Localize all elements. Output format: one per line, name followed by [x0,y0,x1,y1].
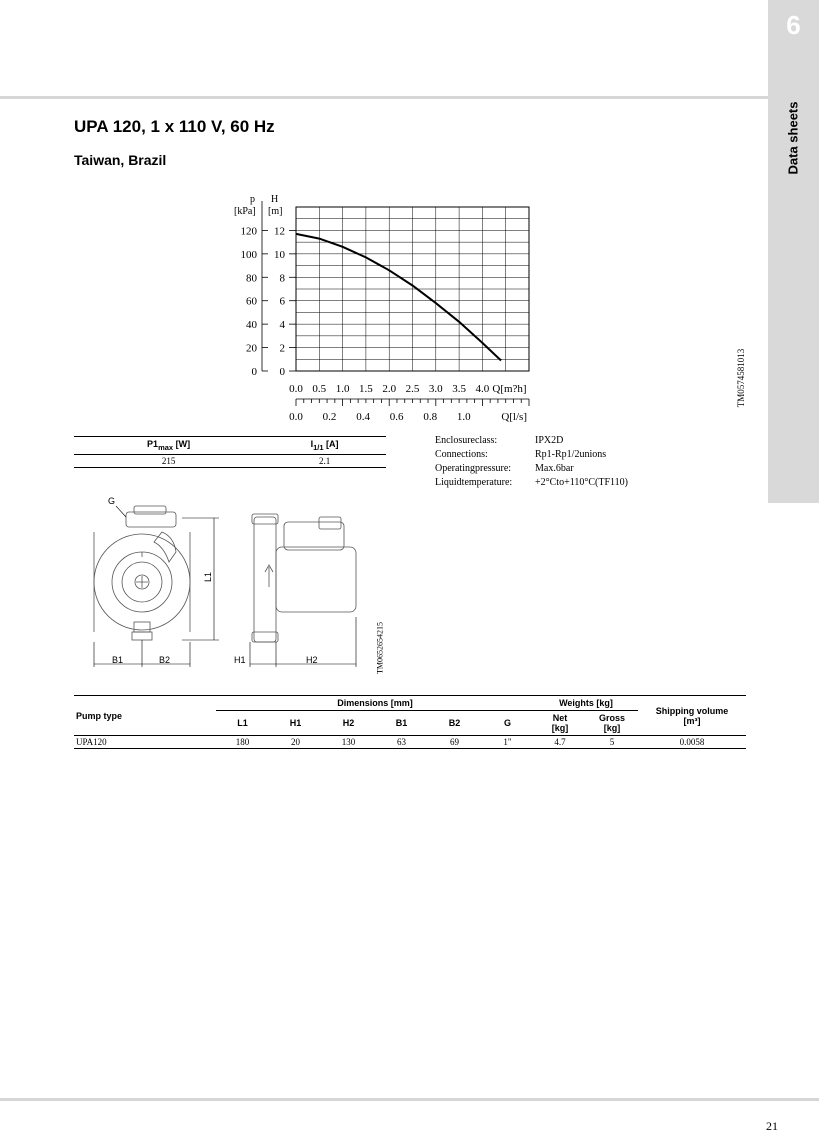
q-m3h-tick-label: 1.5 [359,383,373,395]
q-ls-axis-label: Q[l/s] [501,411,527,423]
footer-rule [0,1098,819,1101]
label-l1: L1 [203,571,213,582]
section-label: Data sheets [785,101,801,175]
p1-value: 215 [74,454,263,467]
h-axis-label: H [271,194,279,205]
q-ls-tick-label: 0.2 [322,411,337,423]
p-tick-label: 100 [240,248,257,261]
shipping-header: Shipping volume [m³] [655,705,729,726]
p-tick-label: 0 [251,366,257,378]
q-m3h-tick-label: 3.5 [452,383,466,395]
col-b1: B1 [395,718,408,728]
chart-code: TM0574581013 [736,348,746,408]
h-tick-label: 0 [279,366,285,378]
p-tick-label: 60 [246,295,257,308]
q-m3h-tick-label: 2.5 [405,383,420,395]
p-axis-label: p [250,194,255,205]
performance-curve [296,234,501,361]
p-tick-label: 20 [246,342,257,355]
p-tick-label: 120 [240,225,257,238]
q-m3h-tick-label: 2.0 [382,383,397,395]
h-tick-label: 4 [279,319,285,332]
label-b1: B1 [112,655,124,665]
current-value: 2.1 [263,454,386,467]
col-h2: H2 [342,718,355,728]
p-tick-label: 80 [246,272,257,285]
page-title: UPA 120, 1 x 110 V, 60 Hz [74,117,275,136]
q-m3h-tick-label: 0.0 [289,383,303,395]
dimensions-table [74,695,746,749]
section-tab [768,0,819,503]
q-m3h-tick-label: 0.5 [312,383,327,395]
col-net: Net [kg] [551,713,569,733]
current-header: $I_{1/1}$ [A] [263,437,386,455]
weights-header: Weights [kg] [534,696,638,711]
pump-type-header: Pump type [76,710,123,721]
h-tick-label: 10 [274,248,285,261]
h-tick-label: 6 [279,295,285,308]
q-m3h-axis-label: Q[m?h] [492,383,527,395]
q-ls-tick-label: 0.0 [289,411,303,423]
q-m3h-tick-label: 1.0 [335,383,350,395]
page-number: 21 [766,1119,778,1133]
table-row: UPA120 180 20 130 63 69 1" 4.7 5 0.0058 [74,736,746,749]
col-b2: B2 [448,718,461,728]
header-rule [0,96,768,99]
page-subtitle: Taiwan, Brazil [74,152,167,168]
h-axis-unit: [m] [268,206,283,217]
h-tick-label: 12 [274,225,285,238]
q-m3h-tick-label: 4.0 [475,383,490,395]
q-m3h-tick-label: 3.0 [428,383,443,395]
q-ls-tick-label: 0.6 [389,411,404,423]
p1-header: $P1_{max}$ [W] [74,437,263,455]
label-h2: H2 [306,655,318,665]
q-ls-tick-label: 0.8 [423,411,438,423]
power-table [74,436,386,468]
q-ls-tick-label: 0.4 [356,411,370,423]
dimensions-header: Dimensions [mm] [216,696,534,711]
table-row [74,454,386,467]
col-h1: H1 [289,718,302,728]
drawing-code: TM0652654215 [375,622,385,674]
h-tick-label: 2 [279,342,285,355]
label-h1: H1 [234,655,246,665]
label-g: G [108,496,116,506]
p-tick-label: 40 [246,319,257,332]
q-ls-tick-label: 1.0 [456,411,471,423]
col-l1: L1 [237,718,248,728]
col-g: G [503,718,511,728]
performance-chart [228,190,548,430]
label-b2: B2 [159,655,171,665]
p-axis-unit: [kPa] [234,206,256,217]
dimension-drawing [74,492,374,672]
col-gross: Gross [kg] [598,713,625,733]
section-number: 6 [786,10,801,40]
h-tick-label: 8 [279,272,285,285]
